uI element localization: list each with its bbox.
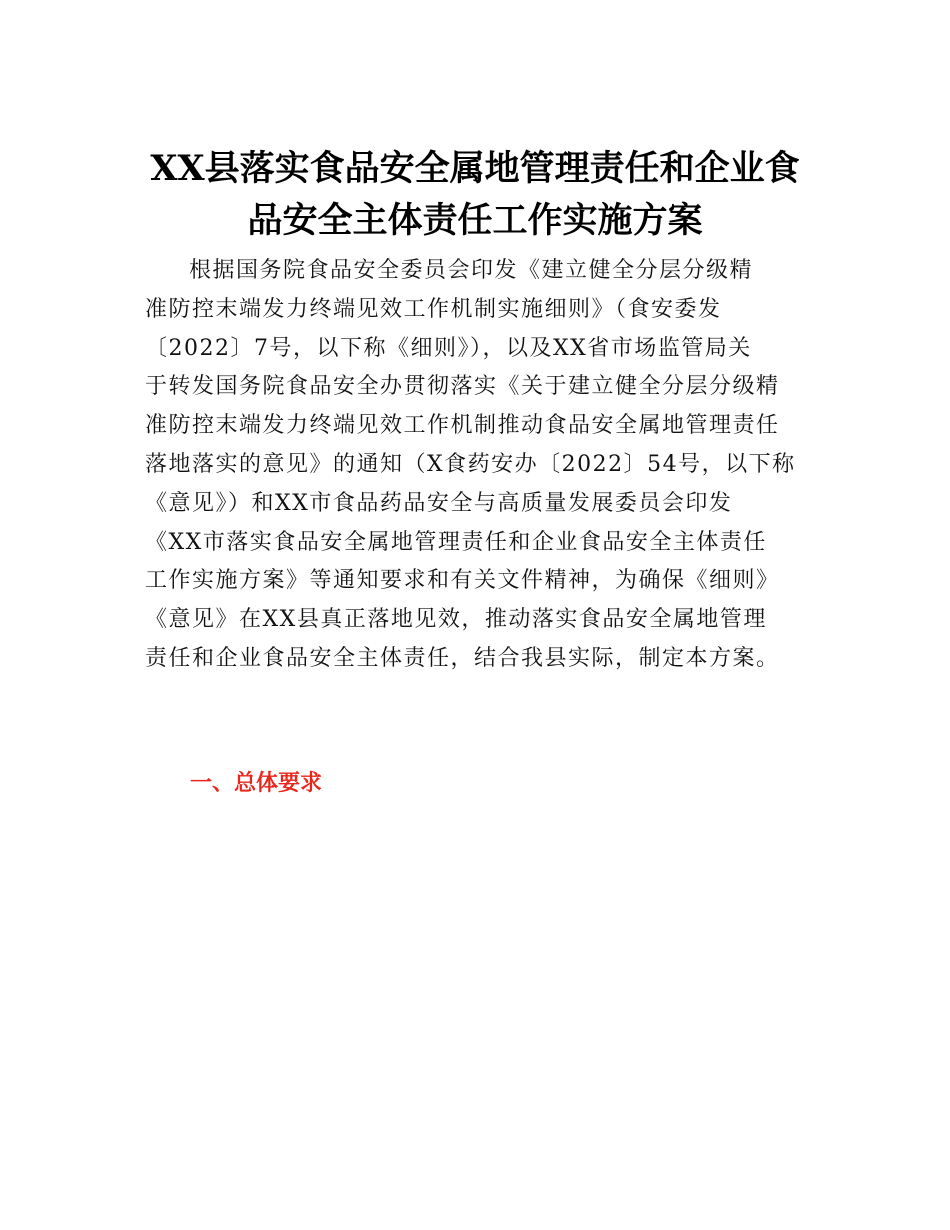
paragraph-line: 落地落实的意见》的通知（X食药安办〔2022〕54号，以下称 bbox=[145, 451, 796, 477]
paragraph-line: 《意见》在XX县真正落地见效，推动落实食品安全属地管理 bbox=[145, 607, 767, 633]
paragraph-line: 根据国务院食品安全委员会印发《建立健全分层分级精 bbox=[189, 258, 754, 283]
title-line-1: XX县落实食品安全属地管理责任和企业食 bbox=[150, 148, 800, 189]
paragraph-line: 工作实施方案》等通知要求和有关文件精神，为确保《细则》 bbox=[145, 568, 780, 594]
paragraph-line: 于转发国务院食品安全办贯彻落实《关于建立健全分层分级精 bbox=[145, 374, 780, 400]
title-line-2: 品安全主体责任工作实施方案 bbox=[247, 200, 703, 241]
paragraph-line: 《XX市落实食品安全属地管理责任和企业食品安全主体责任 bbox=[145, 529, 767, 555]
paragraph-line: 〔2022〕7号，以下称《细则》），以及XX省市场监管局关 bbox=[145, 335, 752, 361]
intro-paragraph bbox=[145, 252, 815, 679]
paragraph-line: 责任和企业食品安全主体责任，结合我县实际，制定本方案。 bbox=[145, 645, 780, 671]
paragraph-line: 准防控末端发力终端见效工作机制实施细则》（食安委发 bbox=[145, 296, 722, 322]
paragraph-line: 《意见》）和XX市食品药品安全与高质量发展委员会印发 bbox=[145, 490, 733, 516]
document-title bbox=[140, 143, 810, 247]
section-heading-overall-requirements: 一、总体要求 bbox=[190, 771, 323, 796]
paragraph-line: 准防控末端发力终端见效工作机制推动食品安全属地管理责任 bbox=[145, 413, 780, 439]
